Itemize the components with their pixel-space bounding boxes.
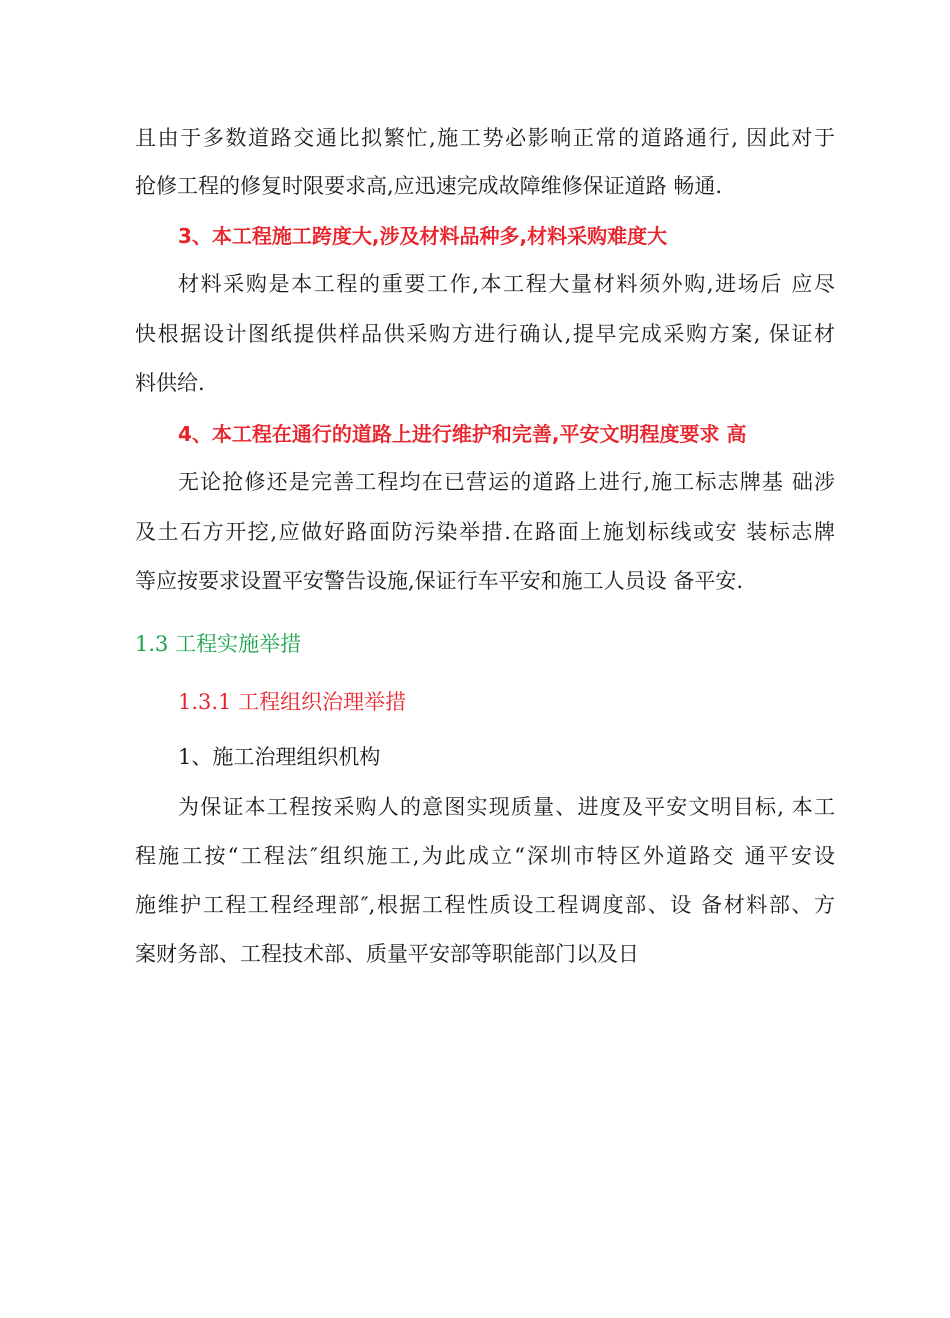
section-heading-4: 4、本工程在通行的道路上进行维护和完善,平安文明程度要求 高: [178, 422, 747, 446]
paragraph-line: 材料采购是本工程的重要工作,本工程大量材料须外购,进场后 应尽: [178, 272, 835, 296]
list-item-heading: 1、施工治理组织机构: [178, 745, 381, 769]
paragraph-line: 为保证本工程按采购人的意图实现质量、进度及平安文明目标, 本工: [178, 795, 835, 819]
paragraph-line: 及土石方开挖,应做好路面防污染举措.在路面上施划标线或安 装标志牌: [135, 520, 835, 544]
paragraph-line: 等应按要求设置平安警告设施,保证行车平安和施工人员设 备平安.: [135, 569, 744, 593]
paragraph-line: 快根据设计图纸提供样品供采购方进行确认,提早完成采购方案, 保证材: [135, 322, 835, 346]
paragraph-line: 案财务部、工程技术部、质量平安部等职能部门以及日: [135, 942, 639, 966]
paragraph-line: 施维护工程工程经理部″,根据工程性质设工程调度部、设 备材料部、方: [135, 893, 835, 917]
paragraph-line: 抢修工程的修复时限要求高,应迅速完成故障维修保证道路 畅通.: [135, 174, 723, 198]
paragraph-line: 程施工按“工程法″组织施工,为此成立“深圳市特区外道路交 通平安设: [135, 844, 835, 868]
paragraph-line: 无论抢修还是完善工程均在已营运的道路上进行,施工标志牌基 础涉: [178, 470, 835, 494]
subsection-heading-1-3-1: 1.3.1 工程组织治理举措: [178, 690, 407, 714]
section-heading-3: 3、本工程施工跨度大,涉及材料品种多,材料采购难度大: [178, 224, 668, 248]
section-heading-1-3: 1.3 工程实施举措: [135, 632, 302, 656]
paragraph-line: 且由于多数道路交通比拟繁忙,施工势必影响正常的道路通行, 因此对于: [135, 126, 835, 150]
paragraph-line: 料供给.: [135, 371, 205, 395]
